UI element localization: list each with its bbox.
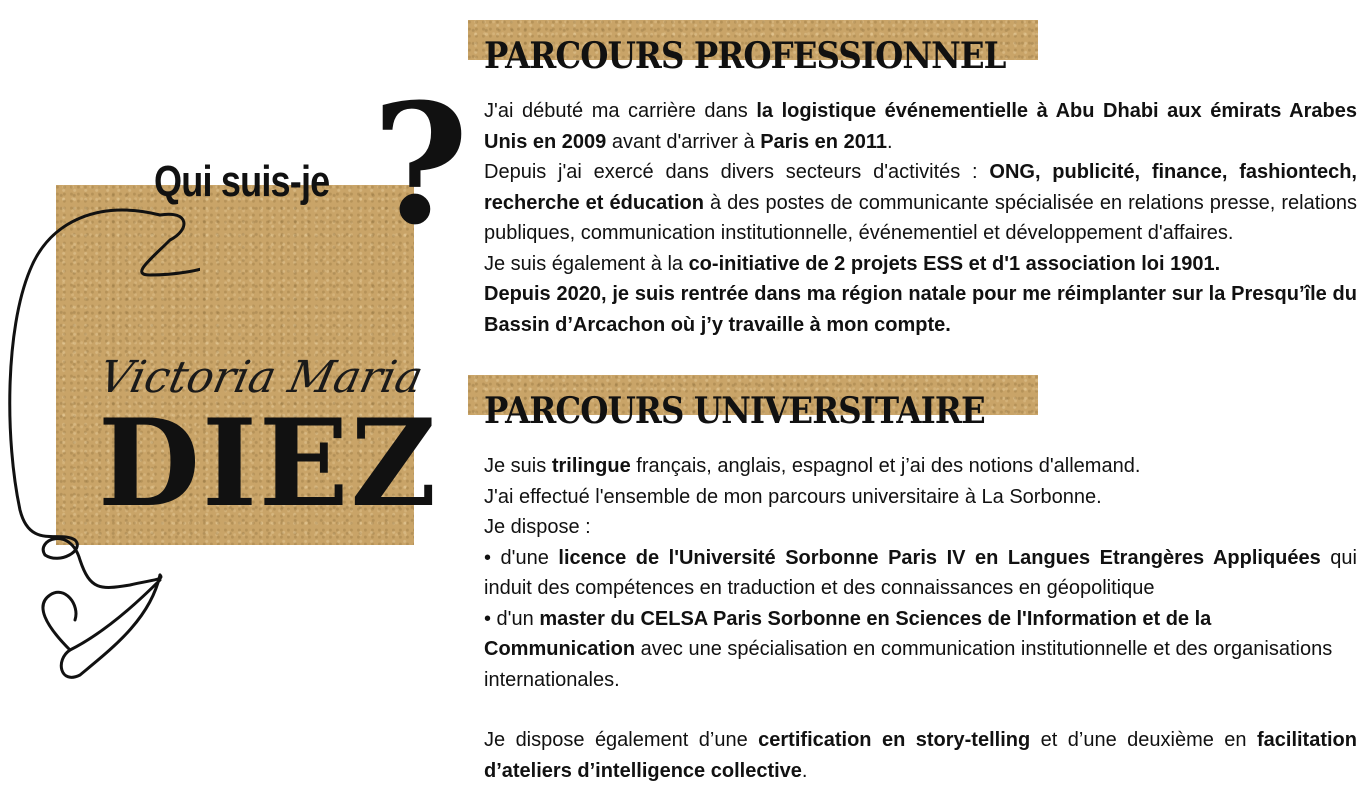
university-line-3: Je dispose : xyxy=(484,516,591,538)
last-name: DIEZ xyxy=(98,393,439,534)
professional-paragraph-4: Depuis 2020, je suis rentrée dans ma région natale pour me réimplanter sur la Presqu’île du Bassin d’Arcachon où j’y travaille à mon compte. xyxy=(484,283,1357,336)
university-certification: Je dispose également d’une certification en story-telling et d’une deuxième en facilitation d’ateliers d’intelligence collective. xyxy=(484,729,1357,782)
university-line-1: Je suis trilingue français, anglais, espagnol et j’ai des notions d'allemand. xyxy=(484,455,1141,477)
who-am-i-heading: Qui suis-je xyxy=(154,157,330,206)
first-names: Victoria Maria xyxy=(94,352,428,403)
question-mark: ? xyxy=(372,67,469,261)
university-bullet-2: • d'un master du CELSA Paris Sorbonne en Sciences de l'Information et de la Communication avec une spécialisation en communication institutionnelle et des organisations internationales. xyxy=(484,607,1333,691)
spacer xyxy=(484,695,1357,725)
professional-paragraph-3: Je suis également à la co-initiative de 2 projets ESS et d'1 association loi 1901. xyxy=(484,252,1221,275)
professional-paragraph-1: J'ai débuté ma carrière dans la logistique événementielle à Abu Dhabi aux émirats Arabes Unis en 2009 avant d'arriver à Paris en 2011. xyxy=(484,100,1357,153)
university-heading: PARCOURS UNIVERSITAIRE xyxy=(484,390,985,432)
professional-section xyxy=(484,96,1357,340)
university-line-2: J'ai effectué l'ensemble de mon parcours universitaire à La Sorbonne. xyxy=(484,485,1102,508)
professional-paragraph-2: Depuis j'ai exercé dans divers secteurs d'activités : ONG, publicité, finance, fashiontech, recherche et éducation à des postes de communicante spécialisée en relations presse, relations publiques, communication institutionnelle, événementiel et développement d'affaires. xyxy=(484,161,1357,244)
university-section xyxy=(484,451,1357,786)
professional-heading: PARCOURS PROFESSIONNEL xyxy=(484,35,1006,77)
university-bullet-1: • d'une licence de l'Université Sorbonne Paris IV en Langues Etrangères Appliquées qui induit des compétences en traduction et des connaissances en géopolitique xyxy=(484,546,1357,599)
